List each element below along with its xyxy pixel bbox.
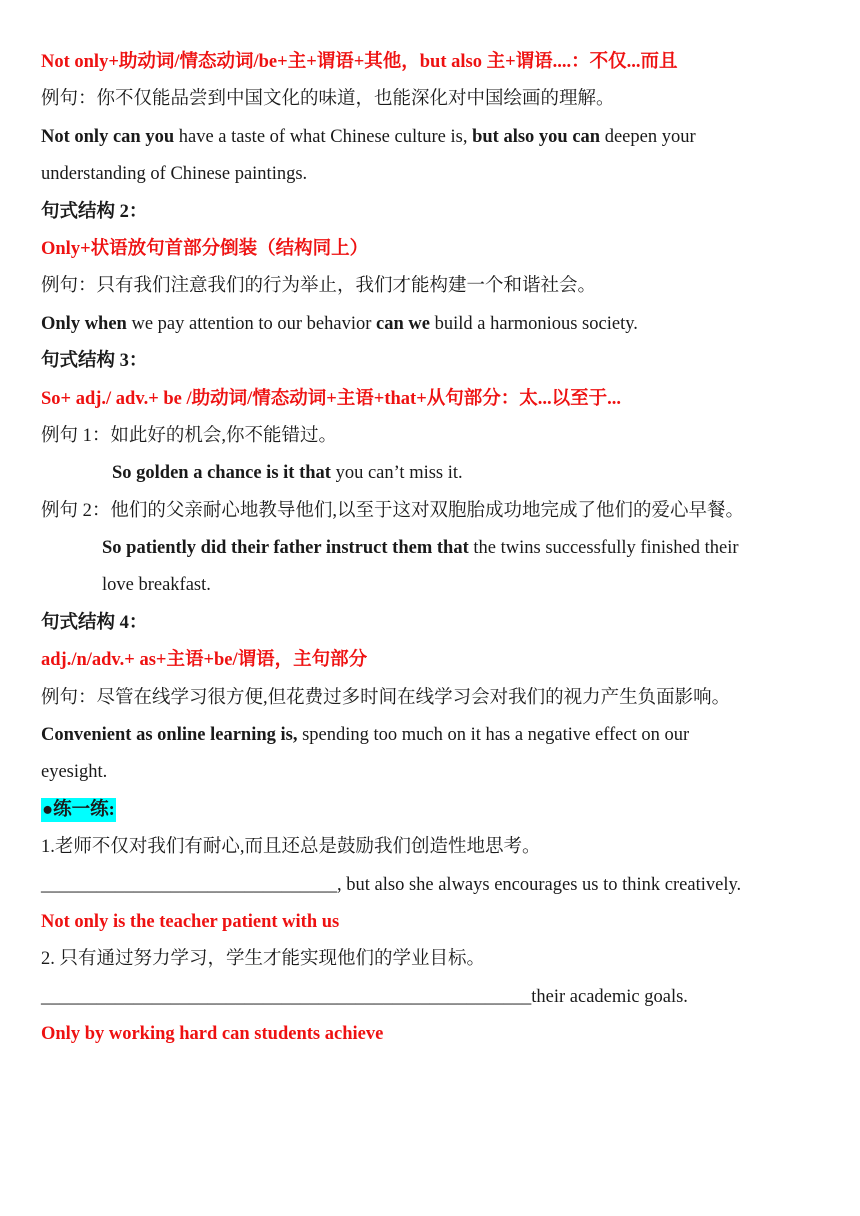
pattern-4: adj./n/adv.+ as+主语+be/谓语，主句部分 [41,650,368,671]
justify-wrap [102,530,739,567]
answer-blank: _____________________________________________________ [41,986,532,1007]
pattern-2: Only+状语放句首部分倒装（结构同上） [41,238,369,259]
section-heading-4: 句式结构 4： [41,612,148,633]
example-2-english [41,306,821,343]
keyword: So patiently did their father instruct them that [102,538,469,559]
example-1-english-cont: understanding of Chinese paintings. [41,164,308,185]
keyword: can we [376,313,430,334]
pattern-1: Not only+助动词/情态动词/be+主+谓语+其他，but also 主+谓语....：不仅...而且 [41,52,678,72]
example-1-english [41,119,821,156]
question-1-fill-line [41,867,821,904]
section-heading-3: 句式结构 3： [41,351,148,372]
section-heading-2: 句式结构 2： [41,201,148,222]
example-3a-english [41,455,821,492]
question-2-fill-line [41,979,821,1016]
example-4-chinese: 例句：尽管在线学习很方便,但花费过多时间在线学习会对我们的视力产生负面影响。 [41,687,731,708]
example-3a-chinese: 例句 1：如此好的机会,你不能错过。 [41,425,338,446]
practice-title: ●练一练: [42,799,115,820]
example-2-chinese: 例句：只有我们注意我们的行为举止，我们才能构建一个和谐社会。 [41,276,597,297]
question-1-chinese: 1.老师不仅对我们有耐心,而且还总是鼓励我们创造性地思考。 [41,837,541,858]
practice-heading-row [41,792,821,829]
keyword: Not only can you [41,126,175,147]
keyword: but also you can [472,126,601,147]
keyword: Only when [41,313,127,334]
keyword: Convenient as online learning is, [41,725,298,746]
sentence-text: , but also she always encourages us to think creatively. [337,874,742,895]
justified-line [102,530,821,567]
question-2-answer: Only by working hard can students achieve [41,1024,384,1045]
answer-blank: ________________________________ [41,874,337,895]
example-4-english-cont: eyesight. [41,762,108,783]
question-1-answer: Not only is the teacher patient with us [41,911,340,932]
sentence-text: spending too much on it has a negative effect on our [297,725,690,746]
question-2-chinese: 2. 只有通过努力学习，学生才能实现他们的学业目标。 [41,949,486,970]
sentence-text: have a taste of what Chinese culture is, [174,126,473,147]
sentence-text: the twins successfully finished their [468,538,739,559]
document-page [41,44,821,1054]
sentence-text: their academic goals. [531,986,688,1007]
example-3b-chinese: 例句 2：他们的父亲耐心地教导他们,以至于这对双胞胎成功地完成了他们的爱心早餐。 [41,500,745,521]
example-3b-english-cont: love breakfast. [102,575,211,596]
sentence-text: we pay attention to our behavior [126,313,377,334]
keyword: So golden a chance is it that [112,463,331,484]
sentence-text: you can’t miss it. [330,463,463,484]
example-1-chinese: 例句：你不仅能品尝到中国文化的味道，也能深化对中国绘画的理解。 [41,89,615,110]
pattern-3: So+ adj./ adv.+ be /助动词/情态动词+主语+that+从句部分：太...以至于... [41,388,621,409]
example-3b-english [41,530,821,567]
sentence-text: deepen your [600,126,696,147]
sentence-text: build a harmonious society. [429,313,638,334]
example-4-english [41,717,821,754]
